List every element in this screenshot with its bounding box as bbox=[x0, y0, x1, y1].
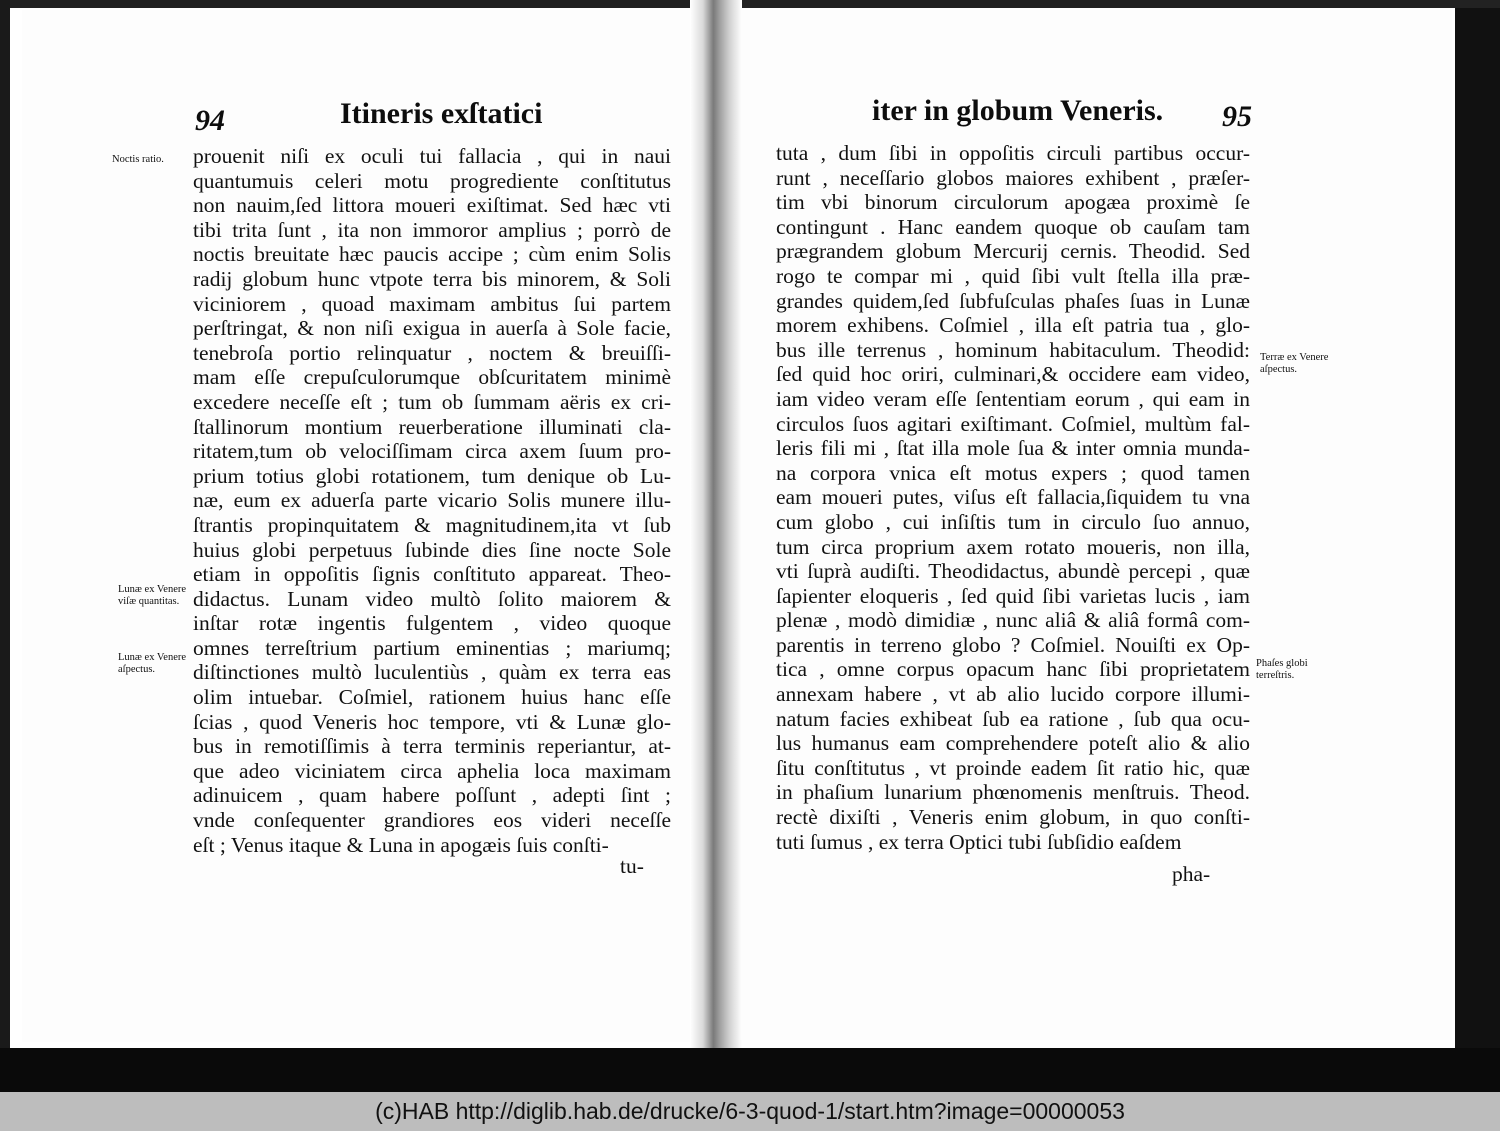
left-page-line: didactus. Lunam video multò ſolito maiorem & bbox=[193, 586, 671, 611]
right-page-line: leris fili mi , ſtat illa mole ſua & inter omnia munda- bbox=[776, 436, 1250, 461]
right-page-line: rogo te compar mi , quid ſibi vult ſtella illa præ- bbox=[776, 263, 1250, 288]
right-page-line: plenæ , modò dimidiæ , nunc aliâ & aliâ formâ com- bbox=[776, 608, 1250, 633]
right-margin-note-2: Phaſes globi terreſtris. bbox=[1256, 658, 1308, 681]
right-page-line: natum facies exhibeat ſub ea ratione , ſub qua ocu- bbox=[776, 706, 1250, 731]
left-page-line: perſtringat, & non niſi exigua in auerſa à Sole facie, bbox=[193, 316, 671, 341]
book-gutter bbox=[690, 0, 742, 1048]
scan-edge-right bbox=[1455, 8, 1500, 1048]
left-page-line: adinuicem , quam habere poſſunt , adepti ſint ; bbox=[193, 783, 671, 808]
left-page-line: viciniorem , quoad maximam ambitus ſui partem bbox=[193, 291, 671, 316]
left-page-line: bus in remotiſſimis à terra terminis reperiantur, at- bbox=[193, 734, 671, 759]
left-page-line: olim intuebar. Coſmiel, rationem huius hanc eſſe bbox=[193, 685, 671, 710]
right-page-line: annexam habere , vt ab alio lucido corpore illumi- bbox=[776, 682, 1250, 707]
left-running-head: Itineris exſtatici bbox=[340, 97, 543, 130]
right-page-line: bus ille terrenus , hominum habitaculum. Theodid: bbox=[776, 337, 1250, 362]
left-body-text bbox=[193, 144, 671, 857]
left-page-line: tibi trita ſunt , ita non immoror amplius ; porrò de bbox=[193, 217, 671, 242]
right-page-line: ſed quid hoc oriri, culminari,& occidere eam video, bbox=[776, 362, 1250, 387]
left-page-line: radij globum hunc vtpote terra bis minorem, & Soli bbox=[193, 266, 671, 291]
left-page-line: que adeo viciniatem circa aphelia loca maximam bbox=[193, 758, 671, 783]
left-page-line: tenebroſa portio relinquatur , noctem & breuiſſi- bbox=[193, 340, 671, 365]
left-page-line: non nauim,ſed littora moueri exiſtimat. Sed hæc vti bbox=[193, 193, 671, 218]
right-page-number: 95 bbox=[1222, 100, 1252, 133]
left-margin-note-3: Lunæ ex Venere aſpectus. bbox=[118, 652, 187, 675]
right-page-line: morem exhibens. Coſmiel , illa eſt patria tua , glo- bbox=[776, 313, 1250, 338]
scan-edge-bottom bbox=[0, 1048, 1500, 1092]
left-page-line: mam eſſe crepuſculorumque obſcuritatem minimè bbox=[193, 365, 671, 390]
left-page-line: noctis breuitate hæc paucis accipe ; cùm enim Solis bbox=[193, 242, 671, 267]
right-page-line: na corpora vnica eſt motus expers ; quod tamen bbox=[776, 460, 1250, 485]
scan-edge-top bbox=[0, 0, 1500, 8]
right-page-line: cum globo , cui inſiſtis tum in circulo ſuo annuo, bbox=[776, 509, 1250, 534]
scan-edge-left bbox=[0, 0, 10, 1092]
left-page-line: næ, eum ex aduerſa parte vicario Solis munere illu- bbox=[193, 488, 671, 513]
right-page-line: tim vbi binorum circulorum apogæa proximè ſe bbox=[776, 190, 1250, 215]
left-page-line: huius globi perpetuus ſubinde dies ſine nocte Sole bbox=[193, 537, 671, 562]
right-page-line: ſapienter eloqueris , ſed quid ſibi varietas lucis , iam bbox=[776, 583, 1250, 608]
right-body-text bbox=[776, 141, 1250, 854]
left-margin-note-1: Noctis ratio. bbox=[112, 154, 164, 165]
right-page-line: ſitu conſtitutus , vt proinde eadem ſit ratio hic, quæ bbox=[776, 755, 1250, 780]
right-catchword: pha- bbox=[1172, 862, 1211, 886]
left-page-line: vnde conſequenter grandiores eos videri neceſſe bbox=[193, 808, 671, 833]
left-margin-note-2: Lunæ ex Venere viſæ quantitas. bbox=[118, 584, 187, 607]
right-page-line: rectè dixiſti , Veneris enim globum, in quo conſti- bbox=[776, 805, 1250, 830]
left-page-line: ritatem,tum ob velociſſimam circa axem ſuum pro- bbox=[193, 439, 671, 464]
left-page-line: inſtar rotæ ingentis fulgentem , video quoque bbox=[193, 611, 671, 636]
left-page-line: prouenit niſi ex oculi tui fallacia , qui in naui bbox=[193, 144, 671, 168]
right-page-line: parentis in terreno globo ? Coſmiel. Nouiſti ex Op- bbox=[776, 632, 1250, 657]
left-page-line: omnes terreſtrium partium eminentias ; mariumq; bbox=[193, 635, 671, 660]
left-page-line: etiam in oppoſitis ſignis conſtituto appareat. Theo- bbox=[193, 562, 671, 587]
footer-bar bbox=[0, 1092, 1500, 1131]
right-page-line: prægrandem globum Mercurij cernis. Theodid. Sed bbox=[776, 239, 1250, 264]
right-margin-note-1: Terræ ex Venere aſpectus. bbox=[1260, 352, 1329, 375]
left-page-line: excedere neceſſe eſt ; tum ob ſummam aëris ex cri- bbox=[193, 389, 671, 414]
right-page-line: circulos ſuos agitari exiſtimant. Coſmiel, multùm fal- bbox=[776, 411, 1250, 436]
right-page-line: tica , omne corpus opacum hanc ſibi proprietatem bbox=[776, 657, 1250, 682]
left-page-line: prium totius globi rotationem, tum denique ob Lu- bbox=[193, 463, 671, 488]
left-page-line: ſtallinorum montium reuerberatione illuminati cla- bbox=[193, 414, 671, 439]
right-page-line: contingunt . Hanc eandem quoque ob cauſam tam bbox=[776, 214, 1250, 239]
right-page-line: eam moueri putes, viſus eſt fallacia,ſiquidem tu vna bbox=[776, 485, 1250, 510]
footer-credit: (c)HAB http://diglib.hab.de/drucke/6-3-quod-1/start.htm?image=00000053 bbox=[375, 1098, 1125, 1124]
right-page-line: vti ſuprà audiſti. Theodidactus, abundè percepi , quæ bbox=[776, 559, 1250, 584]
left-page-line: quantumuis celeri motu progrediente conſtitutus bbox=[193, 168, 671, 193]
right-page-line: tuta , dum ſibi in oppoſitis circuli partibus occur- bbox=[776, 141, 1250, 165]
left-page-line: ſcias , quod Veneris hoc tempore, vti & Lunæ glo- bbox=[193, 709, 671, 734]
left-page-number: 94 bbox=[195, 104, 225, 137]
right-page-line: lus humanus eam comprehendere poteſt alio & alio bbox=[776, 731, 1250, 756]
right-page-line: tum circa proprium axem rotato moueris, non illa, bbox=[776, 534, 1250, 559]
right-page-line: tuti ſumus , ex terra Optici tubi ſubſidio eaſdem bbox=[776, 829, 1182, 854]
right-page-line: in phaſium lunarium phœnomenis menſtruis. Theod. bbox=[776, 780, 1250, 805]
right-running-head: iter in globum Veneris. bbox=[872, 94, 1164, 127]
right-page-line: runt , neceſſario globos maiores exhibent , præſer- bbox=[776, 165, 1250, 190]
left-page-line: ſtrantis propinquitatem & magnitudinem,ita vt ſub bbox=[193, 512, 671, 537]
left-page-line: eſt ; Venus itaque & Luna in apogæis ſuis conſti- bbox=[193, 832, 609, 857]
right-page-line: grandes quidem,ſed ſubfuſculas phaſes ſuas in Lunæ bbox=[776, 288, 1250, 313]
left-catchword: tu- bbox=[620, 854, 644, 878]
left-page-line: diſtinctiones multò luculentiùs , quàm ex terra eas bbox=[193, 660, 671, 685]
right-page-line: iam video veram eſſe ſententiam eorum , qui eam in bbox=[776, 386, 1250, 411]
